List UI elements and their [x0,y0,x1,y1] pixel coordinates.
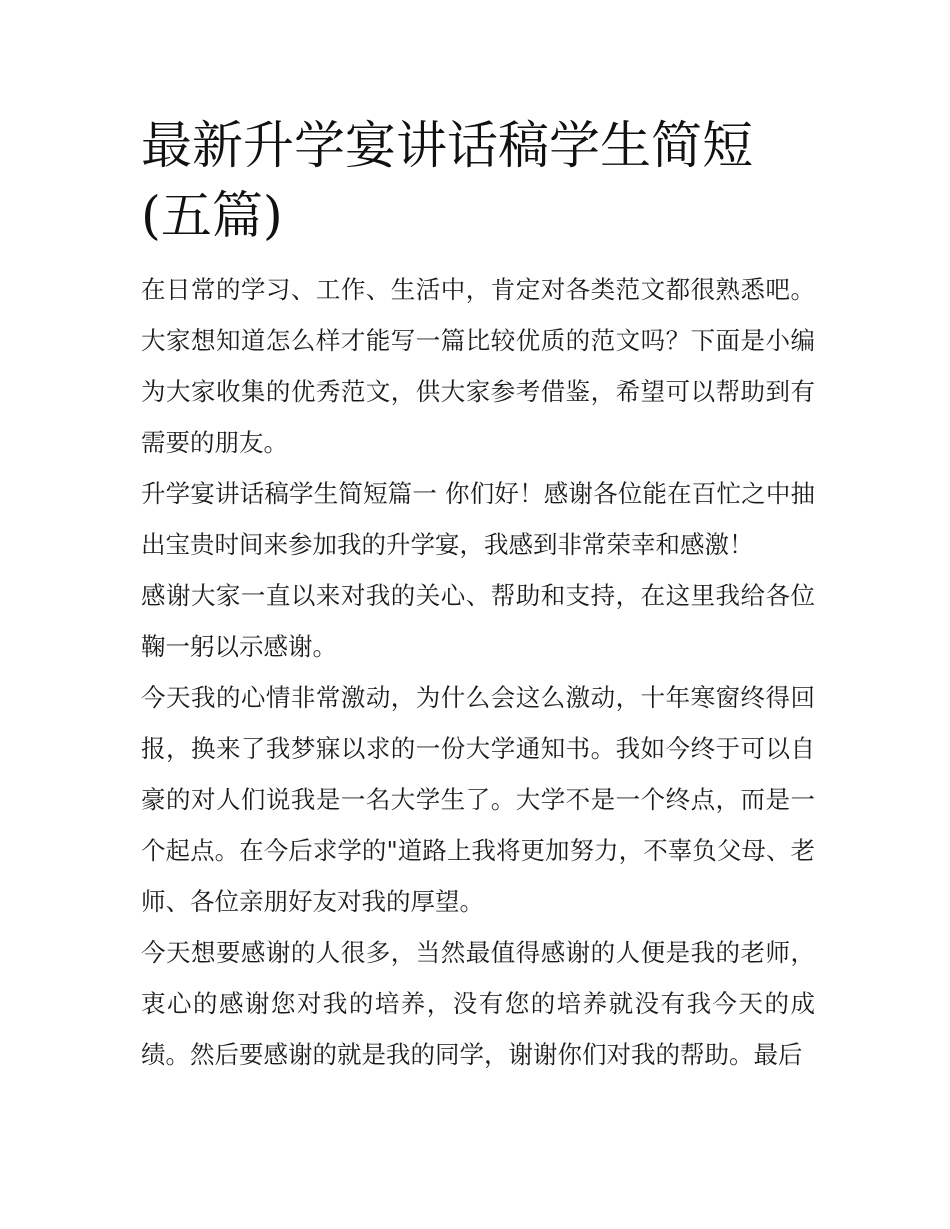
paragraph-feelings: 今天我的心情非常激动，为什么会这么激动，十年寒窗终得回报，换来了我梦寐以求的一份大学通知书。我如今终于可以自豪的对人们说我是一名大学生了。大学不是一个终点，而是一个起点。在今后求学的"道路上我将更加努力，不辜负父母、老师、各位亲朋好友对我的厚望。 [141,683,815,916]
paragraph-intro: 在日常的学习、工作、生活中，肯定对各类范文都很熟悉吧。大家想知道怎么样才能写一篇比较优质的范文吗？下面是小编为大家收集的优秀范文，供大家参考借鉴，希望可以帮助到有需要的朋友。 [141,275,815,457]
document-title: 最新升学宴讲话稿学生简短(五篇) [141,117,754,246]
document-body [141,112,815,1080]
paragraph-gratitude: 今天想要感谢的人很多，当然最值得感谢的人便是我的老师，衷心的感谢您对我的培养，没有您的培养就没有我今天的成绩。然后要感谢的就是我的同学，谢谢你们对我的帮助。最后 [141,938,815,1069]
paragraph-thanks: 感谢大家一直以来对我的关心、帮助和支持，在这里我给各位鞠一躬以示感谢。 [141,581,815,661]
paragraph-speech-opening: 升学宴讲话稿学生简短篇一 你们好！感谢各位能在百忙之中抽出宝贵时间来参加我的升学宴，我感到非常荣幸和感激！ [141,479,815,559]
